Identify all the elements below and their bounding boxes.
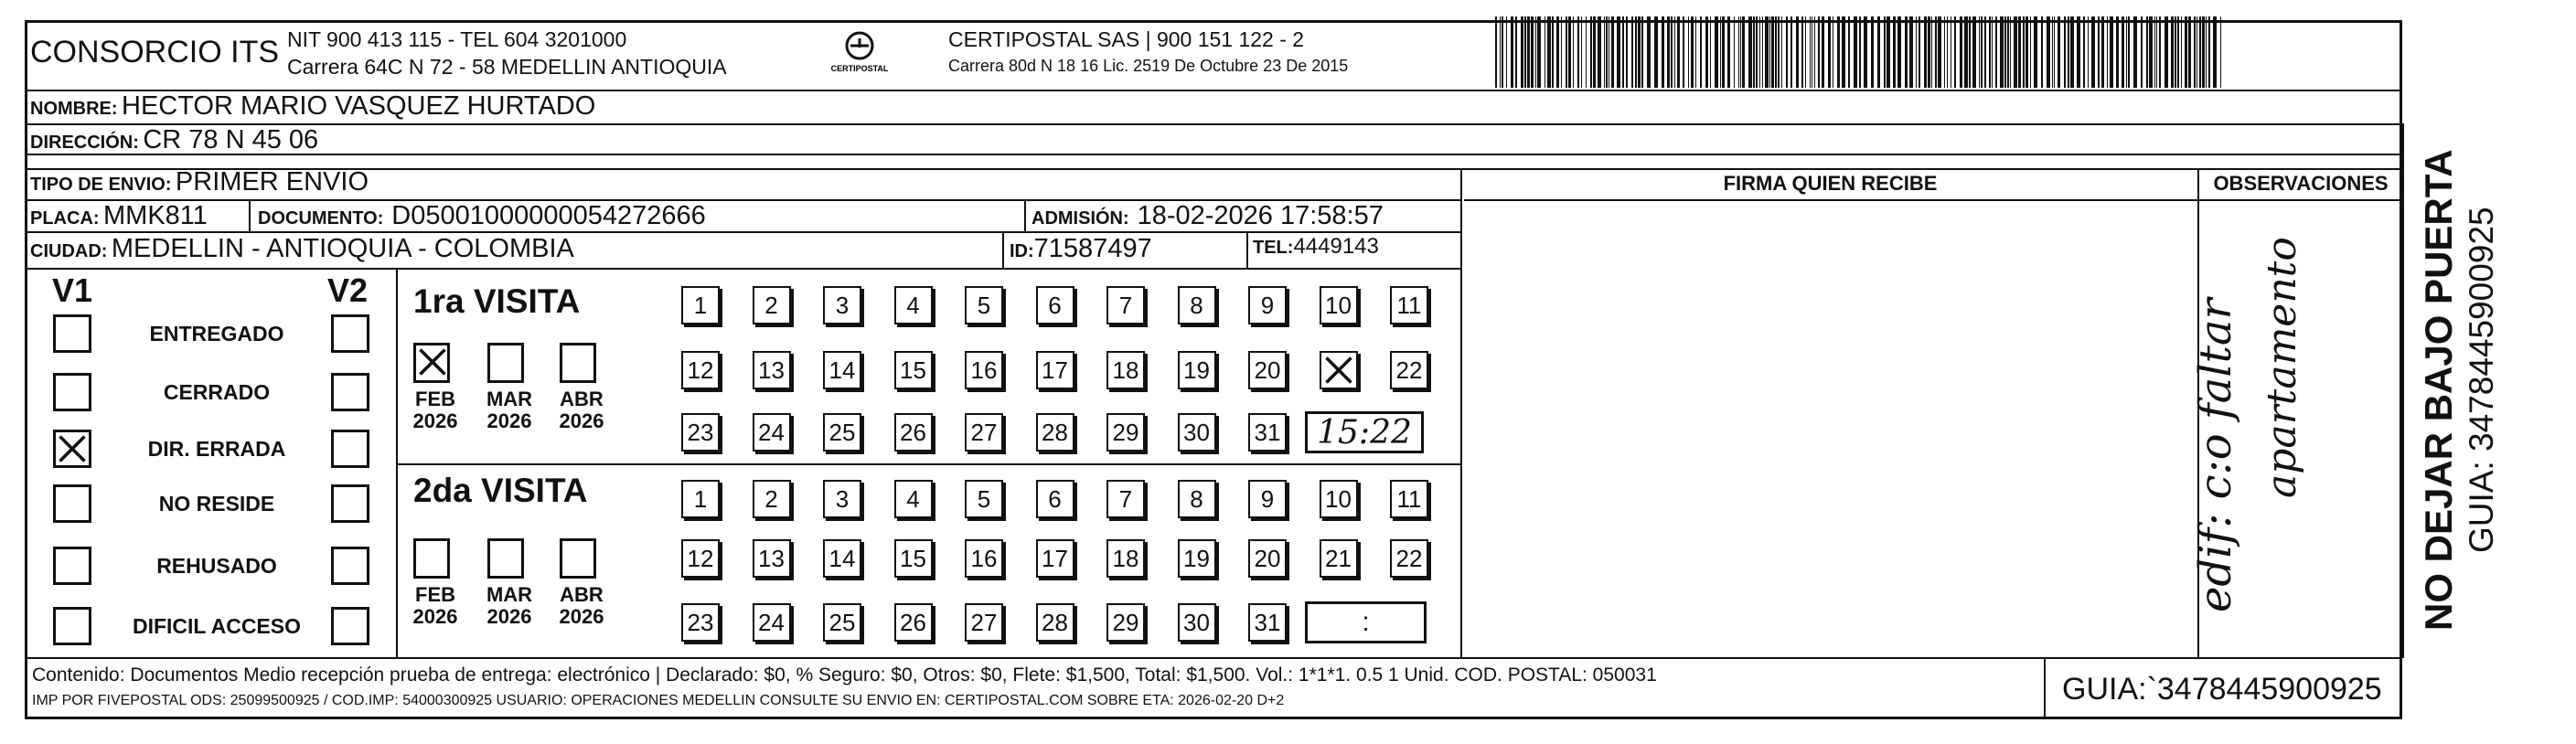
month-checkbox[interactable] xyxy=(413,343,450,383)
day-box[interactable]: 30 xyxy=(1178,413,1216,452)
status-label: ENTREGADO xyxy=(149,322,284,345)
day-box[interactable]: 9 xyxy=(1248,480,1287,518)
day-box[interactable]: 22 xyxy=(1390,351,1428,389)
day-box[interactable]: 19 xyxy=(1178,539,1216,578)
day-box[interactable]: 10 xyxy=(1320,286,1358,324)
day-box[interactable]: 18 xyxy=(1106,351,1145,389)
month-label: ABR xyxy=(560,583,604,606)
observaciones-handwriting-2: apartamento xyxy=(2259,237,2305,498)
day-box[interactable]: 2 xyxy=(753,286,791,324)
day-box[interactable]: 15 xyxy=(894,351,933,389)
day-box[interactable]: 11 xyxy=(1390,286,1428,324)
tipo-row xyxy=(30,167,369,197)
day-box[interactable]: 27 xyxy=(965,413,1003,452)
v2-label: V2 xyxy=(327,271,369,309)
day-box[interactable]: 30 xyxy=(1178,603,1216,642)
documento-label: DOCUMENTO: xyxy=(258,208,384,229)
day-box[interactable]: 21 xyxy=(1320,539,1358,578)
month-label: MAR xyxy=(486,388,533,410)
day-box[interactable]: 4 xyxy=(894,286,933,324)
day-box[interactable]: 12 xyxy=(681,539,720,578)
day-box[interactable]: 9 xyxy=(1248,286,1287,324)
day-box[interactable]: 16 xyxy=(965,351,1003,389)
documento-value: D05001000000054272666 xyxy=(391,201,706,230)
day-box[interactable]: 17 xyxy=(1036,539,1074,578)
placa-label: PLACA: xyxy=(30,208,100,229)
visit2-title: 2da VISITA xyxy=(413,472,588,509)
day-box[interactable]: 26 xyxy=(894,603,933,642)
month-label: ABR xyxy=(560,388,604,410)
observaciones-handwriting-1: edif: c:o faltar xyxy=(2190,298,2241,612)
day-box[interactable]: 7 xyxy=(1106,480,1145,518)
day-box[interactable]: 4 xyxy=(894,480,933,518)
day-box[interactable]: 12 xyxy=(681,351,720,389)
nombre-row xyxy=(30,91,595,122)
month-year: 2026 xyxy=(559,409,604,432)
imp-line: IMP POR FIVEPOSTAL ODS: 25099500925 / COD.IMP: 54000300925 USUARIO: OPERACIONES MEDELLIN CONSULTE SU ENVIO EN: CERTIPOSTAL.COM SOBRE ETA: 2026-02-20 D+2 xyxy=(32,693,1285,708)
status-label: REHUSADO xyxy=(156,554,277,578)
day-box[interactable]: 8 xyxy=(1178,480,1216,518)
month-checkbox[interactable] xyxy=(413,538,450,579)
tipo-label: TIPO DE ENVIO: xyxy=(30,175,172,195)
status-label: DIFICIL ACCESO xyxy=(132,614,301,638)
direccion-label: DIRECCIÓN: xyxy=(30,133,139,153)
direccion-row xyxy=(30,125,318,155)
day-box[interactable]: 2 xyxy=(753,480,791,518)
tel-label: TEL: xyxy=(1253,238,1294,258)
documento-row xyxy=(258,201,706,231)
v2-checkbox[interactable] xyxy=(331,607,369,645)
company-name: CONSORCIO ITS xyxy=(30,35,280,69)
day-box[interactable]: 31 xyxy=(1248,413,1287,452)
logo-icon xyxy=(828,26,892,80)
day-box[interactable]: 3 xyxy=(823,480,861,518)
tipo-value: PRIMER ENVIO xyxy=(175,167,369,197)
day-box[interactable]: 25 xyxy=(823,603,861,642)
day-box[interactable]: 19 xyxy=(1178,351,1216,389)
day-box[interactable]: 13 xyxy=(753,351,791,389)
month-label: FEB xyxy=(415,583,455,606)
day-box[interactable]: 11 xyxy=(1390,480,1428,518)
firma-label: FIRMA QUIEN RECIBE xyxy=(1723,172,1938,195)
day-box[interactable]: 23 xyxy=(681,413,720,452)
day-box[interactable]: 24 xyxy=(753,603,791,642)
status-label: DIR. ERRADA xyxy=(147,437,286,461)
day-box[interactable]: 22 xyxy=(1390,539,1428,578)
day-box[interactable]: 26 xyxy=(894,413,933,452)
v2-checkbox[interactable] xyxy=(331,314,369,353)
day-box[interactable]: 20 xyxy=(1248,539,1287,578)
visit2-time: : xyxy=(1305,601,1427,643)
day-box[interactable]: 18 xyxy=(1106,539,1145,578)
tel-row xyxy=(1253,234,1379,260)
month-label: FEB xyxy=(415,388,455,410)
day-box[interactable]: 17 xyxy=(1036,351,1074,389)
month-checkbox[interactable] xyxy=(487,538,524,579)
no-dejar-bajo-puerta: NO DEJAR BAJO PUERTA xyxy=(2417,149,2460,631)
id-label: ID: xyxy=(1010,241,1034,261)
barcode xyxy=(1495,16,2227,88)
visit1-time: 15:22 xyxy=(1305,411,1424,453)
day-box[interactable]: 29 xyxy=(1106,413,1145,452)
x-mark-icon xyxy=(1322,354,1355,387)
v1-label: V1 xyxy=(52,271,93,309)
tel-value: 4449143 xyxy=(1293,234,1379,259)
nombre-label: NOMBRE: xyxy=(30,99,118,119)
day-box[interactable]: 13 xyxy=(753,539,791,578)
day-box[interactable]: 6 xyxy=(1036,286,1074,324)
ciudad-value: MEDELLIN - ANTIOQUIA - COLOMBIA xyxy=(111,234,574,263)
v2-checkbox[interactable] xyxy=(331,373,369,411)
company-address: Carrera 64C N 72 - 58 MEDELLIN ANTIOQUIA xyxy=(287,55,727,79)
day-box[interactable]: 5 xyxy=(965,286,1003,324)
day-box[interactable]: 27 xyxy=(965,603,1003,642)
day-box[interactable]: 15 xyxy=(894,539,933,578)
month-year: 2026 xyxy=(412,409,458,432)
certipostal-address: Carrera 80d N 18 16 Lic. 2519 De Octubre 23 De 2015 xyxy=(948,57,1349,75)
observaciones-label: OBSERVACIONES xyxy=(2213,172,2389,195)
svg-text:CERTIPOSTAL: CERTIPOSTAL xyxy=(830,64,889,73)
admision-label: ADMISIÓN: xyxy=(1031,208,1129,229)
visit1-title: 1ra VISITA xyxy=(413,282,581,320)
admision-row xyxy=(1031,201,1384,231)
month-year: 2026 xyxy=(559,605,604,628)
day-box[interactable]: 5 xyxy=(965,480,1003,518)
side-guia: GUIA: 3478445900925 xyxy=(2463,207,2500,553)
v1-checkbox[interactable] xyxy=(53,607,91,645)
id-value: 71587497 xyxy=(1033,234,1152,263)
ciudad-label: CIUDAD: xyxy=(30,241,108,261)
v1-checkbox[interactable] xyxy=(53,430,91,468)
day-box[interactable]: 8 xyxy=(1178,286,1216,324)
day-box[interactable]: 29 xyxy=(1106,603,1145,642)
nit-line: NIT 900 413 115 - TEL 604 3201000 xyxy=(287,27,627,51)
certipostal-line: CERTIPOSTAL SAS | 900 151 122 - 2 xyxy=(948,27,1305,51)
v1-checkbox[interactable] xyxy=(53,547,91,585)
month-checkbox[interactable] xyxy=(560,343,596,383)
v2-checkbox[interactable] xyxy=(331,484,369,523)
day-box[interactable] xyxy=(1320,351,1358,389)
day-box[interactable]: 1 xyxy=(681,480,720,518)
placa-row xyxy=(30,201,208,231)
ciudad-row xyxy=(30,234,574,264)
month-year: 2026 xyxy=(486,409,532,432)
day-box[interactable]: 6 xyxy=(1036,480,1074,518)
admision-value: 18-02-2026 17:58:57 xyxy=(1137,201,1384,230)
month-checkbox[interactable] xyxy=(487,343,524,383)
day-box[interactable]: 3 xyxy=(823,286,861,324)
day-box[interactable]: 16 xyxy=(965,539,1003,578)
v1-checkbox[interactable] xyxy=(53,314,91,353)
day-box[interactable]: 24 xyxy=(753,413,791,452)
nombre-value: HECTOR MARIO VASQUEZ HURTADO xyxy=(122,91,596,121)
v2-checkbox[interactable] xyxy=(331,547,369,585)
day-box[interactable]: 28 xyxy=(1036,413,1074,452)
day-box[interactable]: 10 xyxy=(1320,480,1358,518)
day-box[interactable]: 20 xyxy=(1248,351,1287,389)
id-row xyxy=(1010,234,1152,264)
day-box[interactable]: 7 xyxy=(1106,286,1145,324)
status-label: NO RESIDE xyxy=(158,492,275,515)
certipostal-logo xyxy=(828,26,892,80)
v1-checkbox[interactable] xyxy=(53,484,91,523)
month-label: MAR xyxy=(486,583,533,606)
status-label: CERRADO xyxy=(163,380,271,404)
day-box[interactable]: 25 xyxy=(823,413,861,452)
placa-value: MMK811 xyxy=(103,201,208,230)
month-year: 2026 xyxy=(486,605,532,628)
day-box[interactable]: 1 xyxy=(681,286,720,324)
month-year: 2026 xyxy=(412,605,458,628)
month-checkbox[interactable] xyxy=(560,538,596,579)
x-mark-icon xyxy=(56,432,89,465)
day-box[interactable]: 31 xyxy=(1248,603,1287,642)
v2-checkbox[interactable] xyxy=(331,430,369,468)
contenido-line: Contenido: Documentos Medio recepción prueba de entrega: electrónico | Declarado: $0, % Seguro: $0, Otros: $0, Flete: $1,500, Total: $1,500. Vol.: 1*1*1. 0.5 1 Unid. COD. POSTAL: 050031 xyxy=(32,664,1657,686)
day-box[interactable]: 28 xyxy=(1036,603,1074,642)
day-box[interactable]: 14 xyxy=(823,539,861,578)
day-box[interactable]: 23 xyxy=(681,603,720,642)
v1-checkbox[interactable] xyxy=(53,373,91,411)
x-mark-icon xyxy=(416,345,449,378)
direccion-value: CR 78 N 45 06 xyxy=(143,125,319,154)
footer-guia: GUIA:`3478445900925 xyxy=(2062,672,2382,707)
day-box[interactable]: 14 xyxy=(823,351,861,389)
